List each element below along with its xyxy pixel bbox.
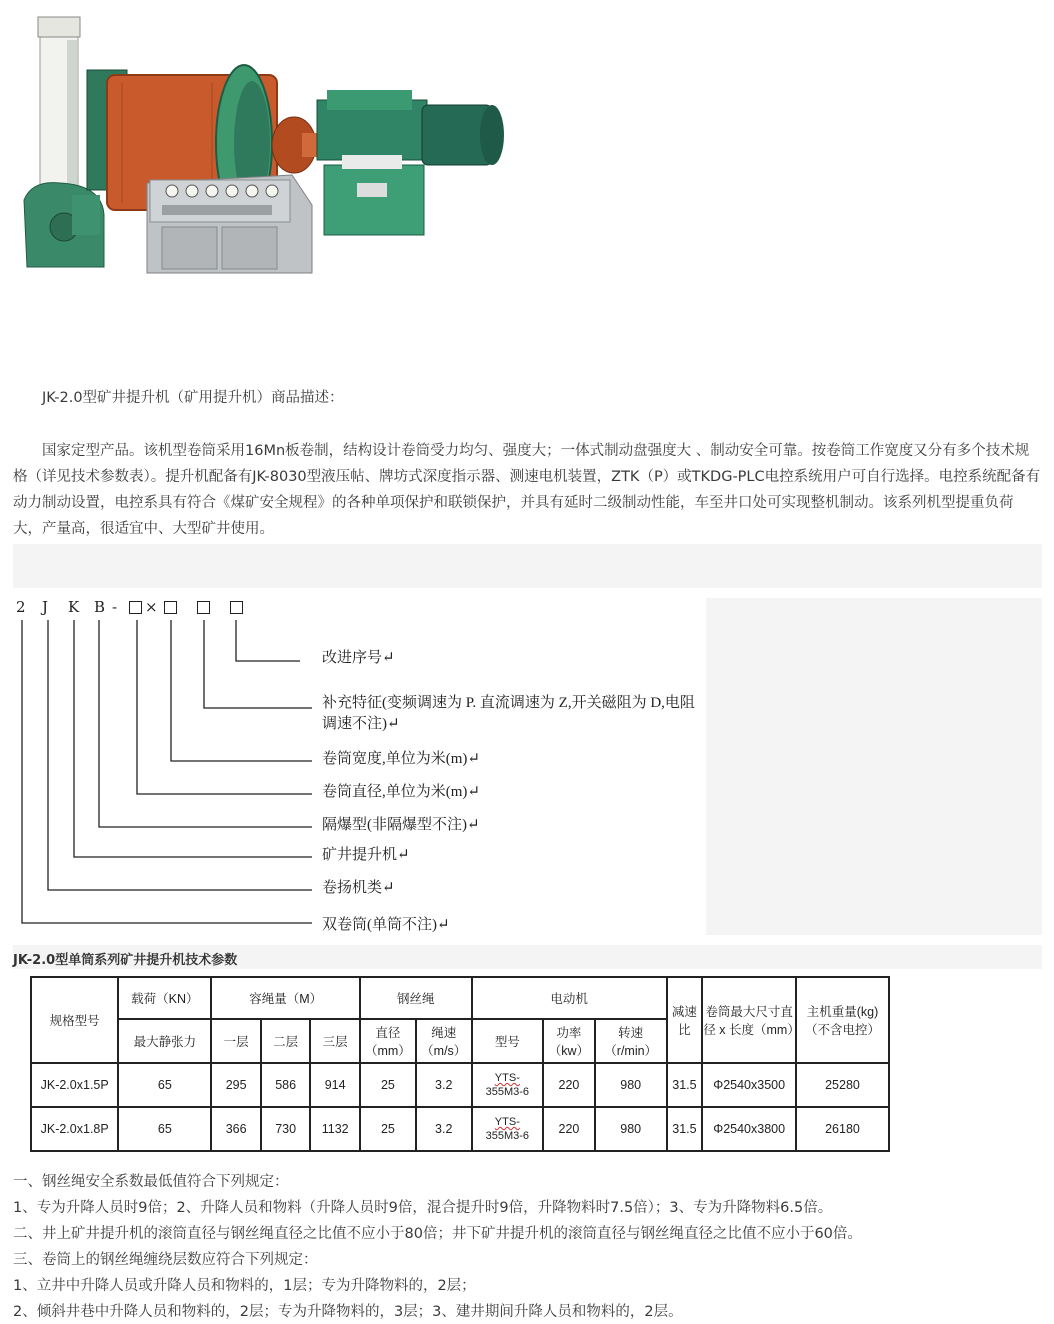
code-box xyxy=(164,601,177,614)
header-drum: 卷筒最大尺寸直径 x 长度（mm） xyxy=(702,977,796,1063)
cell-ratio: 31.5 xyxy=(667,1063,703,1107)
header-weight: 主机重量(kg)（不含电控） xyxy=(796,977,889,1063)
header-diameter: 直径（mm） xyxy=(360,1019,416,1063)
cell-rpm: 980 xyxy=(595,1107,667,1151)
cell-type-b: 355M3-6 xyxy=(485,1130,530,1142)
cell-tension: 65 xyxy=(118,1107,211,1151)
header-layer3: 三层 xyxy=(310,1019,360,1063)
header-capacity: 容绳量（M） xyxy=(211,977,360,1019)
diagram-label: 改进序号↵ xyxy=(322,650,395,666)
gray-side-panel xyxy=(706,598,1042,935)
cell-layer1: 366 xyxy=(211,1107,260,1151)
diagram-label: 卷扬机类↵ xyxy=(322,880,395,896)
cell-layer1: 295 xyxy=(211,1063,260,1107)
header-model: 规格型号 xyxy=(31,977,118,1063)
header-layer2: 二层 xyxy=(261,1019,310,1063)
cell-diameter: 25 xyxy=(360,1063,416,1107)
table-title: JK-2.0型单筒系列矿井提升机技术参数 xyxy=(13,953,238,968)
cell-speed: 3.2 xyxy=(416,1107,472,1151)
cell-power: 220 xyxy=(543,1063,595,1107)
cell-power: 220 xyxy=(543,1107,595,1151)
cell-model: JK-2.0x1.5P xyxy=(31,1063,118,1107)
header-layer1: 一层 xyxy=(211,1019,260,1063)
code-char: B xyxy=(94,598,106,616)
code-box xyxy=(129,601,142,614)
header-motor: 电动机 xyxy=(472,977,667,1019)
cell-ratio: 31.5 xyxy=(667,1107,703,1151)
cell-speed: 3.2 xyxy=(416,1063,472,1107)
cell-layer2: 586 xyxy=(261,1063,310,1107)
cell-type xyxy=(472,1107,543,1151)
product-heading: JK-2.0型矿井提升机（矿用提升机）商品描述： xyxy=(42,390,344,406)
note-line: 1、立井中升降人员或升降人员和物料的，1层；专为升降物料的，2层； xyxy=(13,1278,476,1294)
cell-drum: Φ2540x3800 xyxy=(702,1107,796,1151)
mine-hoist-photo xyxy=(12,5,512,295)
diagram-label: 矿井提升机↵ xyxy=(322,847,410,863)
header-max-tension: 最大静张力 xyxy=(118,1019,211,1063)
cell-layer2: 730 xyxy=(261,1107,310,1151)
diagram-label: 卷筒直径,单位为米(m)↵ xyxy=(322,784,480,800)
header-type: 型号 xyxy=(472,1019,543,1063)
note-line: 2、倾斜井巷中升降人员和物料的，2层；专为升降物料的，3层；3、建井期间升降人员和物料的，2层。 xyxy=(13,1304,683,1320)
cell-type-b: 355M3-6 xyxy=(485,1086,530,1098)
cell-drum: Φ2540x3500 xyxy=(702,1063,796,1107)
product-description: 国家定型产品。该机型卷筒采用16Mn板卷制，结构设计卷筒受力均匀、强度大；一体式制动盘强度大 、制动安全可靠。按卷筒工作宽度又分有多个技术规格（详见技术参数表）。提升机配备有JK-8030型液压帖、牌坊式深度指示器、测速电机装置，ZTK（P）或TKDG-PLC电控系统用户可自行选择。电控系统配备有动力制动设置，电控系具有符合《煤矿安全规程》的各种单项保护和联锁保护，并具有延时二级制动性能，车至井口处可实现整机制动。该系列机型提重负荷大，产量高，很适宜中、大型矿井使用。 xyxy=(13,443,1041,537)
diagram-label: 卷筒宽度,单位为米(m)↵ xyxy=(322,751,480,767)
header-rope: 钢丝绳 xyxy=(360,977,472,1019)
cell-weight: 26180 xyxy=(796,1107,889,1151)
code-box xyxy=(197,601,210,614)
gray-separator xyxy=(13,544,1042,588)
code-char: K xyxy=(68,598,80,616)
spec-table xyxy=(30,976,890,1152)
code-box xyxy=(230,601,243,614)
header-load: 载荷（KN） xyxy=(118,977,211,1019)
cell-type-a: YTS- xyxy=(494,1072,520,1084)
header-speed: 绳速（m/s） xyxy=(416,1019,472,1063)
code-char: × xyxy=(145,598,158,616)
cell-layer3: 1132 xyxy=(310,1107,360,1151)
header-ratio: 减速比 xyxy=(667,977,703,1063)
header-rpm: 转速（r/min） xyxy=(595,1019,667,1063)
diagram-label: 补充特征(变频调速为 P. 直流调速为 Z,开关磁阻为 D,电阻 xyxy=(322,695,695,711)
cell-layer3: 914 xyxy=(310,1063,360,1107)
note-line: 1、专为升降人员时9倍；2、升降人员和物料（升降人员时9倍，混合提升时9倍，升降物料时7.5倍）；3、专为升降物料6.5倍。 xyxy=(13,1200,833,1216)
diagram-label: 调速不注)↵ xyxy=(322,716,400,732)
code-char: J xyxy=(42,598,49,616)
code-char: - xyxy=(112,598,118,616)
cell-rpm: 980 xyxy=(595,1063,667,1107)
table-row xyxy=(31,1063,889,1107)
note-line: 二、井上矿井提升机的滚筒直径与钢丝绳直径之比值不应小于80倍；井下矿井提升机的滚筒直径与钢丝绳直径之比值不应小于60倍。 xyxy=(13,1226,862,1242)
model-code xyxy=(16,598,276,618)
cell-model: JK-2.0x1.8P xyxy=(31,1107,118,1151)
cell-type-a: YTS- xyxy=(494,1116,520,1128)
cell-type xyxy=(472,1063,543,1107)
cell-diameter: 25 xyxy=(360,1107,416,1151)
note-line: 三、卷筒上的钢丝绳缠绕层数应符合下列规定： xyxy=(13,1252,318,1268)
diagram-label: 隔爆型(非隔爆型不注)↵ xyxy=(322,817,480,833)
cell-tension: 65 xyxy=(118,1063,211,1107)
header-power: 功率（kw） xyxy=(543,1019,595,1063)
note-line: 一、钢丝绳安全系数最低值符合下列规定： xyxy=(13,1174,289,1190)
diagram-label: 双卷筒(单筒不注)↵ xyxy=(322,917,450,933)
cell-weight: 25280 xyxy=(796,1063,889,1107)
code-char: 2 xyxy=(16,598,26,616)
table-row xyxy=(31,1107,889,1151)
